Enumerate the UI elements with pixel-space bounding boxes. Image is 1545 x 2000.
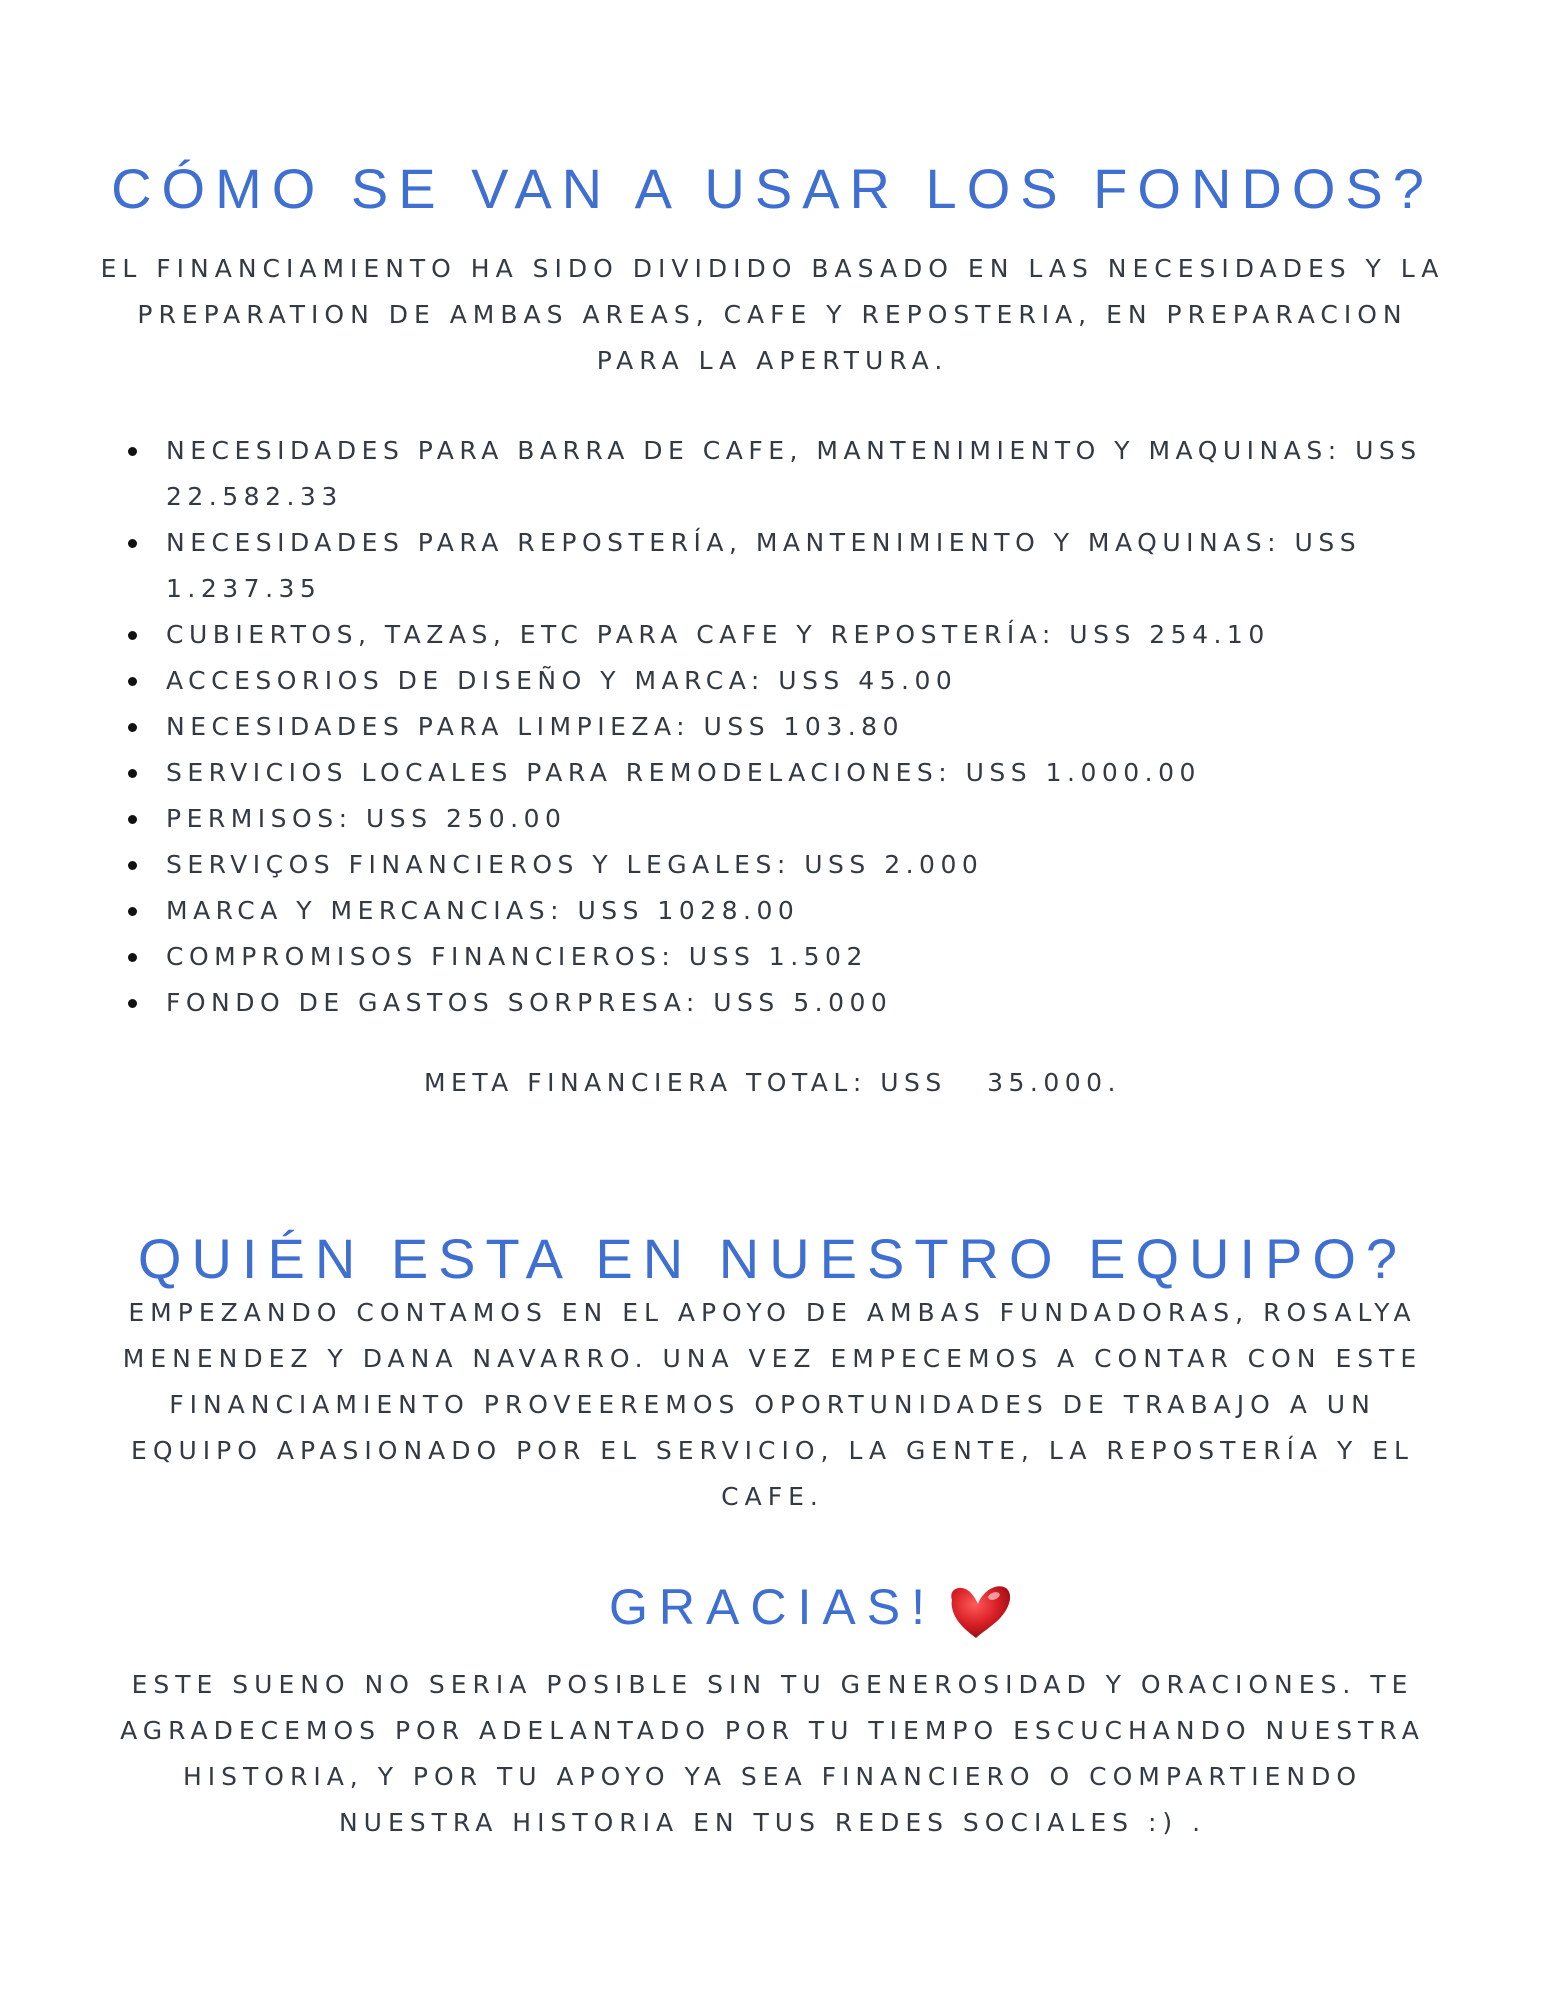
team-body: EMPEZANDO CONTAMOS EN EL APOYO DE AMBAS FUNDADORAS, ROSALYA MENENDEZ Y DANA NAVARRO. UNA VEZ EMPECEMOS A CONTAR CON ESTE FINANCIAMIENTO PROVEEREMOS OPORTUNIDADES DE TRABAJO A UN EQUIPO APASIONADO POR EL SERVICIO, LA GENTE, LA REPOSTERÍA Y EL CAFE. [122, 1298, 1423, 1511]
list-item-text: COMPROMISOS FINANCIEROS: USS 1.502 [166, 942, 868, 971]
bullet-icon [128, 815, 137, 824]
funds-list [128, 428, 1428, 1026]
list-item [128, 796, 1428, 842]
team-title: QUIÉN ESTA EN NUESTRO EQUIPO? [137, 1227, 1408, 1291]
list-item [128, 888, 1428, 934]
list-item [128, 612, 1428, 658]
list-item-text: NECESIDADES PARA LIMPIEZA: USS 103.80 [166, 712, 904, 741]
list-item [128, 658, 1428, 704]
bullet-icon [128, 861, 137, 870]
bullet-icon [128, 769, 137, 778]
heart-icon [946, 1580, 1014, 1642]
thanks-title: GRACIAS! [609, 1578, 936, 1635]
bullet-icon [128, 723, 137, 732]
list-item-text: MARCA Y MERCANCIAS: USS 1028.00 [166, 896, 800, 925]
bullet-icon [128, 999, 137, 1008]
list-item [128, 980, 1428, 1026]
bullet-icon [128, 677, 137, 686]
thanks-body: ESTE SUENO NO SERIA POSIBLE SIN TU GENEROSIDAD Y ORACIONES. TE AGRADECEMOS POR ADELANTADO POR TU TIEMPO ESCUCHANDO NUESTRA HISTORIA, Y POR TU APOYO YA SEA FINANCIERO O COMPARTIENDO NUESTRA HISTORIA EN TUS REDES SOCIALES :) . [120, 1670, 1425, 1837]
list-item [128, 520, 1428, 612]
bullet-icon [128, 447, 137, 456]
bullet-icon [128, 631, 137, 640]
list-item [128, 750, 1428, 796]
list-item-text: SERVIÇOS FINANCIEROS Y LEGALES: USS 2.000 [166, 850, 984, 879]
list-item-text: ACCESORIOS DE DISEÑO Y MARCA: USS 45.00 [166, 666, 958, 695]
funds-title: CÓMO SE VAN A USAR LOS FONDOS? [111, 156, 1434, 220]
bullet-icon [128, 907, 137, 916]
funds-intro: EL FINANCIAMIENTO HA SIDO DIVIDIDO BASADO EN LAS NECESIDADES Y LA PREPARATION DE AMBAS AREAS, CAFE Y REPOSTERIA, EN PREPARACION PARA LA APERTURA. [100, 254, 1445, 375]
list-item-text: SERVICIOS LOCALES PARA REMODELACIONES: USS 1.000.00 [166, 758, 1201, 787]
list-item-text: FONDO DE GASTOS SORPRESA: USS 5.000 [166, 988, 893, 1017]
funding-total: META FINANCIERA TOTAL: USS 35.000. [423, 1068, 1121, 1097]
list-item-text: PERMISOS: USS 250.00 [166, 804, 567, 833]
list-item-text: NECESIDADES PARA REPOSTERÍA, MANTENIMIENTO Y MAQUINAS: USS 1.237.35 [166, 528, 1362, 603]
list-item [128, 704, 1428, 750]
list-item [128, 428, 1428, 520]
bullet-icon [128, 953, 137, 962]
bullet-icon [128, 539, 137, 548]
list-item-text: NECESIDADES PARA BARRA DE CAFE, MANTENIMIENTO Y MAQUINAS: USS 22.582.33 [166, 436, 1422, 511]
list-item [128, 842, 1428, 888]
list-item-text: CUBIERTOS, TAZAS, ETC PARA CAFE Y REPOSTERÍA: USS 254.10 [166, 620, 1270, 649]
list-item [128, 934, 1428, 980]
